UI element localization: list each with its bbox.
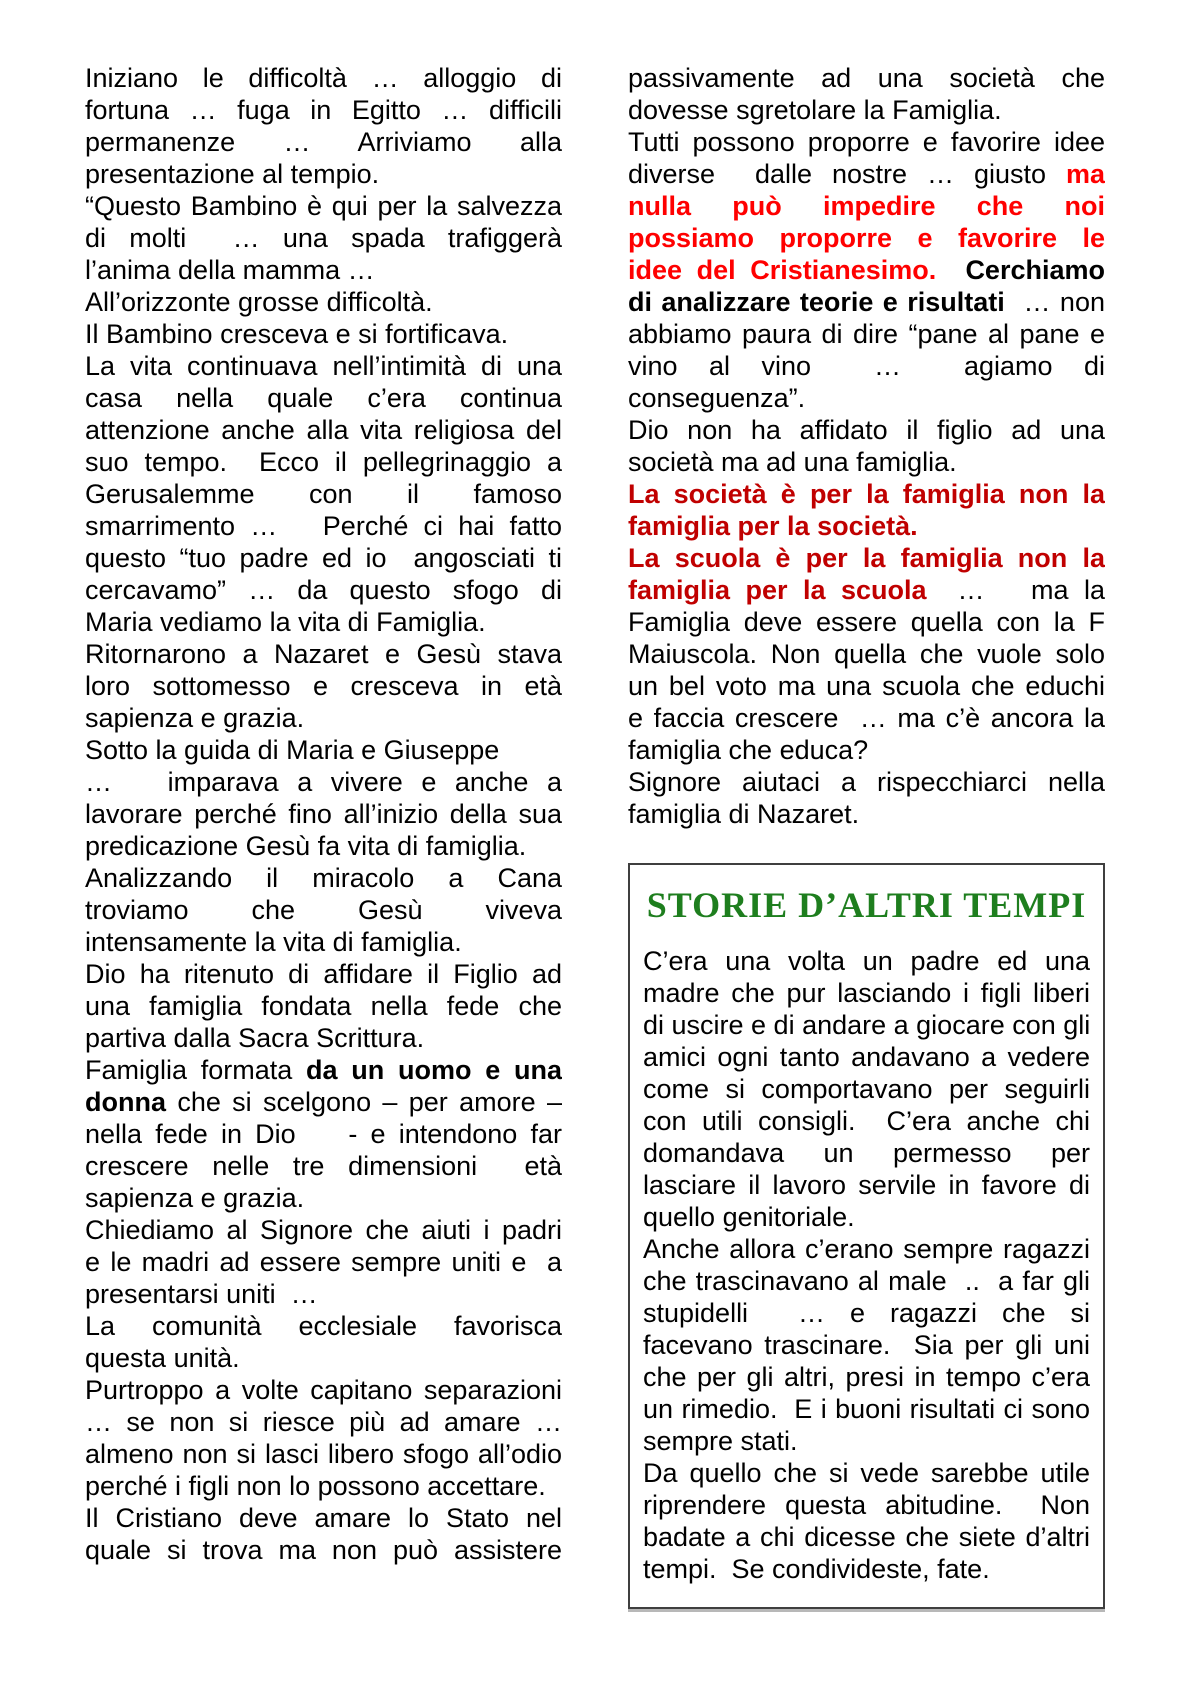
text-line: questa unità. — [85, 1343, 240, 1373]
text-line: Chiediamo al Signore che aiuti i padri — [85, 1215, 562, 1245]
text-line: Maria vediamo la vita di Famiglia. — [85, 607, 486, 637]
text-line: smarrimento … Perché ci hai fatto — [85, 511, 562, 541]
text-line: sapienza e grazia. — [85, 1183, 305, 1213]
text-line: società ma ad una famiglia. — [628, 447, 957, 477]
text-line: Ritornarono a Nazaret e Gesù stava — [85, 639, 562, 669]
text-line: dovesse sgretolare la Famiglia. — [628, 95, 1002, 125]
text-line: che per gli altri, presi in tempo c’era — [643, 1362, 1090, 1392]
text-line: e le madri ad essere sempre uniti e a — [85, 1247, 562, 1277]
text-line: Gerusalemme con il famoso — [85, 479, 562, 509]
text-line: … imparava a vivere e anche a — [85, 767, 562, 797]
text-line: troviamo che Gesù viveva — [85, 895, 562, 925]
text-line: una famiglia fondata nella fede che — [85, 991, 562, 1021]
text-line: idee del Cristianesimo. Cerchiamo — [628, 255, 1105, 285]
text-line: La scuola è per la famiglia non la — [628, 543, 1105, 573]
text-line: sempre stati. — [643, 1426, 798, 1456]
text-line: permanenze … Arriviamo alla — [85, 127, 562, 157]
text-line: Iniziano le difficoltà … alloggio di — [85, 63, 562, 93]
text-line: lasciare il lavoro servile in favore di — [643, 1170, 1090, 1200]
text-line: famiglia per la scuola … ma la — [628, 575, 1105, 605]
text-line: C’era una volta un padre ed una — [643, 946, 1090, 976]
stories-box-text — [643, 945, 1090, 1585]
text-line: presentarsi uniti … — [85, 1279, 318, 1309]
text-line: abbiamo paura di dire “pane al pane e — [628, 319, 1105, 349]
text-line: facevano trascinare. Sia per gli uni — [643, 1330, 1090, 1360]
text-line: famiglia di Nazaret. — [628, 799, 860, 829]
text-line: passivamente ad una società che — [628, 63, 1105, 93]
text-line: famiglia che educa? — [628, 735, 869, 765]
text-line: Anche allora c’erano sempre ragazzi — [643, 1234, 1090, 1264]
text-line: nella fede in Dio - e intendono far — [85, 1119, 562, 1149]
text-line: amici ogni tanto andavano a vedere — [643, 1042, 1090, 1072]
text-line: crescere nelle tre dimensioni età — [85, 1151, 562, 1181]
text-line: casa nella quale c’era continua — [85, 383, 562, 413]
text-line: diverse dalle nostre … giusto ma — [628, 159, 1105, 189]
text-line: vino al vino … agiamo di — [628, 351, 1105, 381]
text-line: presentazione al tempio. — [85, 159, 380, 189]
text-line: … se non si riesce più ad amare … — [85, 1407, 562, 1437]
text-line: Famiglia formata da un uomo e una — [85, 1055, 562, 1085]
text-line: Tutti possono proporre e favorire idee — [628, 127, 1105, 157]
text-line: questo “tuo padre ed io angosciati ti — [85, 543, 562, 573]
text-line: predicazione Gesù fa vita di famiglia. — [85, 831, 527, 861]
text-line: fortuna … fuga in Egitto … difficili — [85, 95, 562, 125]
text-line: loro sottomesso e cresceva in età — [85, 671, 562, 701]
text-line: lavorare perché fino all’inizio della sua — [85, 799, 562, 829]
text-line: “Questo Bambino è qui per la salvezza — [85, 191, 562, 221]
text-line: possiamo proporre e favorire le — [628, 223, 1105, 253]
text-line: tempi. Se condivideste, fate. — [643, 1554, 990, 1584]
text-line: almeno non si lasci libero sfogo all’odio — [85, 1439, 562, 1469]
text-line: Famiglia deve essere quella con la F — [628, 607, 1105, 637]
text-line: Dio ha ritenuto di affidare il Figlio ad — [85, 959, 562, 989]
text-line: come si comportavano per seguirli — [643, 1074, 1090, 1104]
text-line: All’orizzonte grosse difficoltà. — [85, 287, 433, 317]
left-text-column — [85, 62, 562, 1566]
stories-box — [628, 863, 1105, 1609]
text-line: quale si trova ma non può assistere — [85, 1535, 562, 1565]
text-line: stupidelli … e ragazzi che si — [643, 1298, 1090, 1328]
text-line: Analizzando il miracolo a Cana — [85, 863, 562, 893]
text-line: famiglia per la società. — [628, 511, 918, 541]
right-text-column — [628, 62, 1105, 1609]
text-line: La comunità ecclesiale favorisca — [85, 1311, 562, 1341]
text-line: con utili consigli. C’era anche chi — [643, 1106, 1090, 1136]
stories-box-title: STORIE D’ALTRI TEMPI — [646, 885, 1087, 925]
text-line: di analizzare teorie e risultati … non — [628, 287, 1105, 317]
text-line: La società è per la famiglia non la — [628, 479, 1105, 509]
right-column-text — [628, 62, 1105, 830]
text-line: suo tempo. Ecco il pellegrinaggio a — [85, 447, 562, 477]
text-line: di uscire e di andare a giocare con gli — [643, 1010, 1090, 1040]
text-line: riprendere questa abitudine. Non — [643, 1490, 1090, 1520]
text-line: Il Bambino cresceva e si fortificava. — [85, 319, 509, 349]
text-line: che trascinavano al male .. a far gli — [643, 1266, 1090, 1296]
text-line: La vita continuava nell’intimità di una — [85, 351, 562, 381]
text-line: Il Cristiano deve amare lo Stato nel — [85, 1503, 562, 1533]
text-line: un rimedio. E i buoni risultati ci sono — [643, 1394, 1090, 1424]
text-line: cercavamo” … da questo sfogo di — [85, 575, 562, 605]
text-line: badate a chi dicesse che siete d’altri — [643, 1522, 1090, 1552]
text-line: Da quello che si vede sarebbe utile — [643, 1458, 1090, 1488]
text-line: intensamente la vita di famiglia. — [85, 927, 462, 957]
text-line: madre che pur lasciando i figli liberi — [643, 978, 1090, 1008]
text-line: Maiuscola. Non quella che vuole solo — [628, 639, 1105, 669]
text-line: un bel voto ma una scuola che educhi — [628, 671, 1105, 701]
text-line: l’anima della mamma … — [85, 255, 375, 285]
text-line: donna che si scelgono – per amore – — [85, 1087, 562, 1117]
text-line: conseguenza”. — [628, 383, 806, 413]
text-line: e faccia crescere … ma c’è ancora la — [628, 703, 1105, 733]
text-line: attenzione anche alla vita religiosa del — [85, 415, 562, 445]
text-line: Sotto la guida di Maria e Giuseppe — [85, 735, 500, 765]
text-line: Signore aiutaci a rispecchiarci nella — [628, 767, 1105, 797]
text-line: partiva dalla Sacra Scrittura. — [85, 1023, 425, 1053]
text-line: di molti … una spada trafiggerà — [85, 223, 562, 253]
text-line: domandava un permesso per — [643, 1138, 1090, 1168]
text-line: Dio non ha affidato il figlio ad una — [628, 415, 1105, 445]
text-line: sapienza e grazia. — [85, 703, 305, 733]
text-line: perché i figli non lo possono accettare. — [85, 1471, 546, 1501]
text-line: quello genitoriale. — [643, 1202, 855, 1232]
text-line: nulla può impedire che noi — [628, 191, 1105, 221]
text-line: Purtroppo a volte capitano separazioni — [85, 1375, 562, 1405]
